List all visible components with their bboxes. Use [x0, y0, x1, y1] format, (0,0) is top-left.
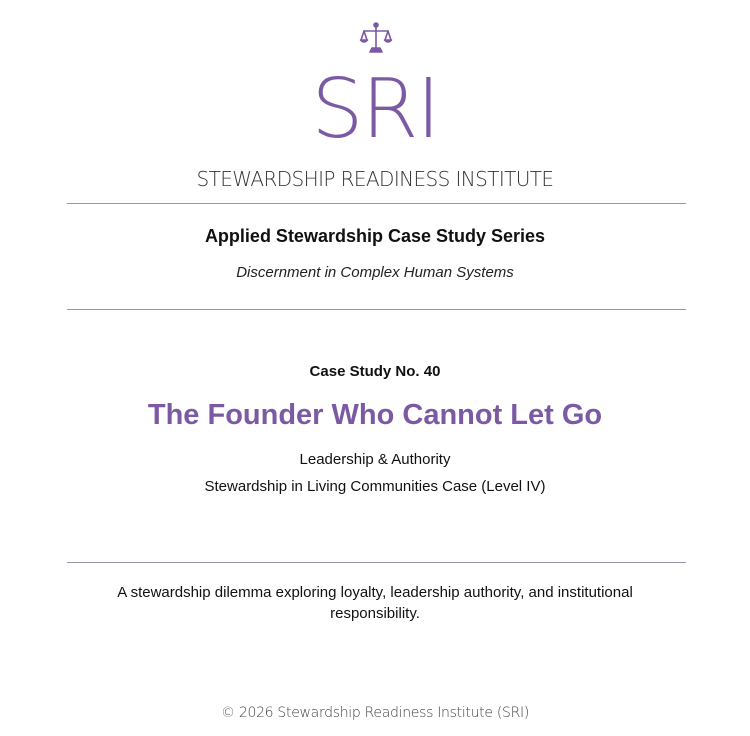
- case-title: The Founder Who Cannot Let Go: [147, 399, 603, 431]
- logo-wordmark: SRI: [311, 62, 439, 157]
- series-title: Applied Stewardship Case Study Series: [204, 226, 546, 246]
- divider-middle: [67, 309, 686, 310]
- divider-bottom: [67, 562, 686, 563]
- case-description: A stewardship dilemma exploring loyalty, leadership authority, and institutional responsibility.: [117, 584, 633, 622]
- case-theme: Leadership & Authority: [299, 451, 451, 468]
- divider-top: [67, 203, 686, 204]
- copyright-notice: © 2026 Stewardship Readiness Institute (SRI): [221, 705, 529, 721]
- balance-scale-icon: [359, 21, 393, 55]
- case-series-line: Stewardship in Living Communities Case (Level IV): [204, 478, 546, 495]
- case-number: Case Study No. 40: [309, 363, 441, 380]
- series-subtitle: Discernment in Complex Human Systems: [236, 264, 514, 281]
- organization-name: STEWARDSHIP READINESS INSTITUTE: [196, 167, 554, 191]
